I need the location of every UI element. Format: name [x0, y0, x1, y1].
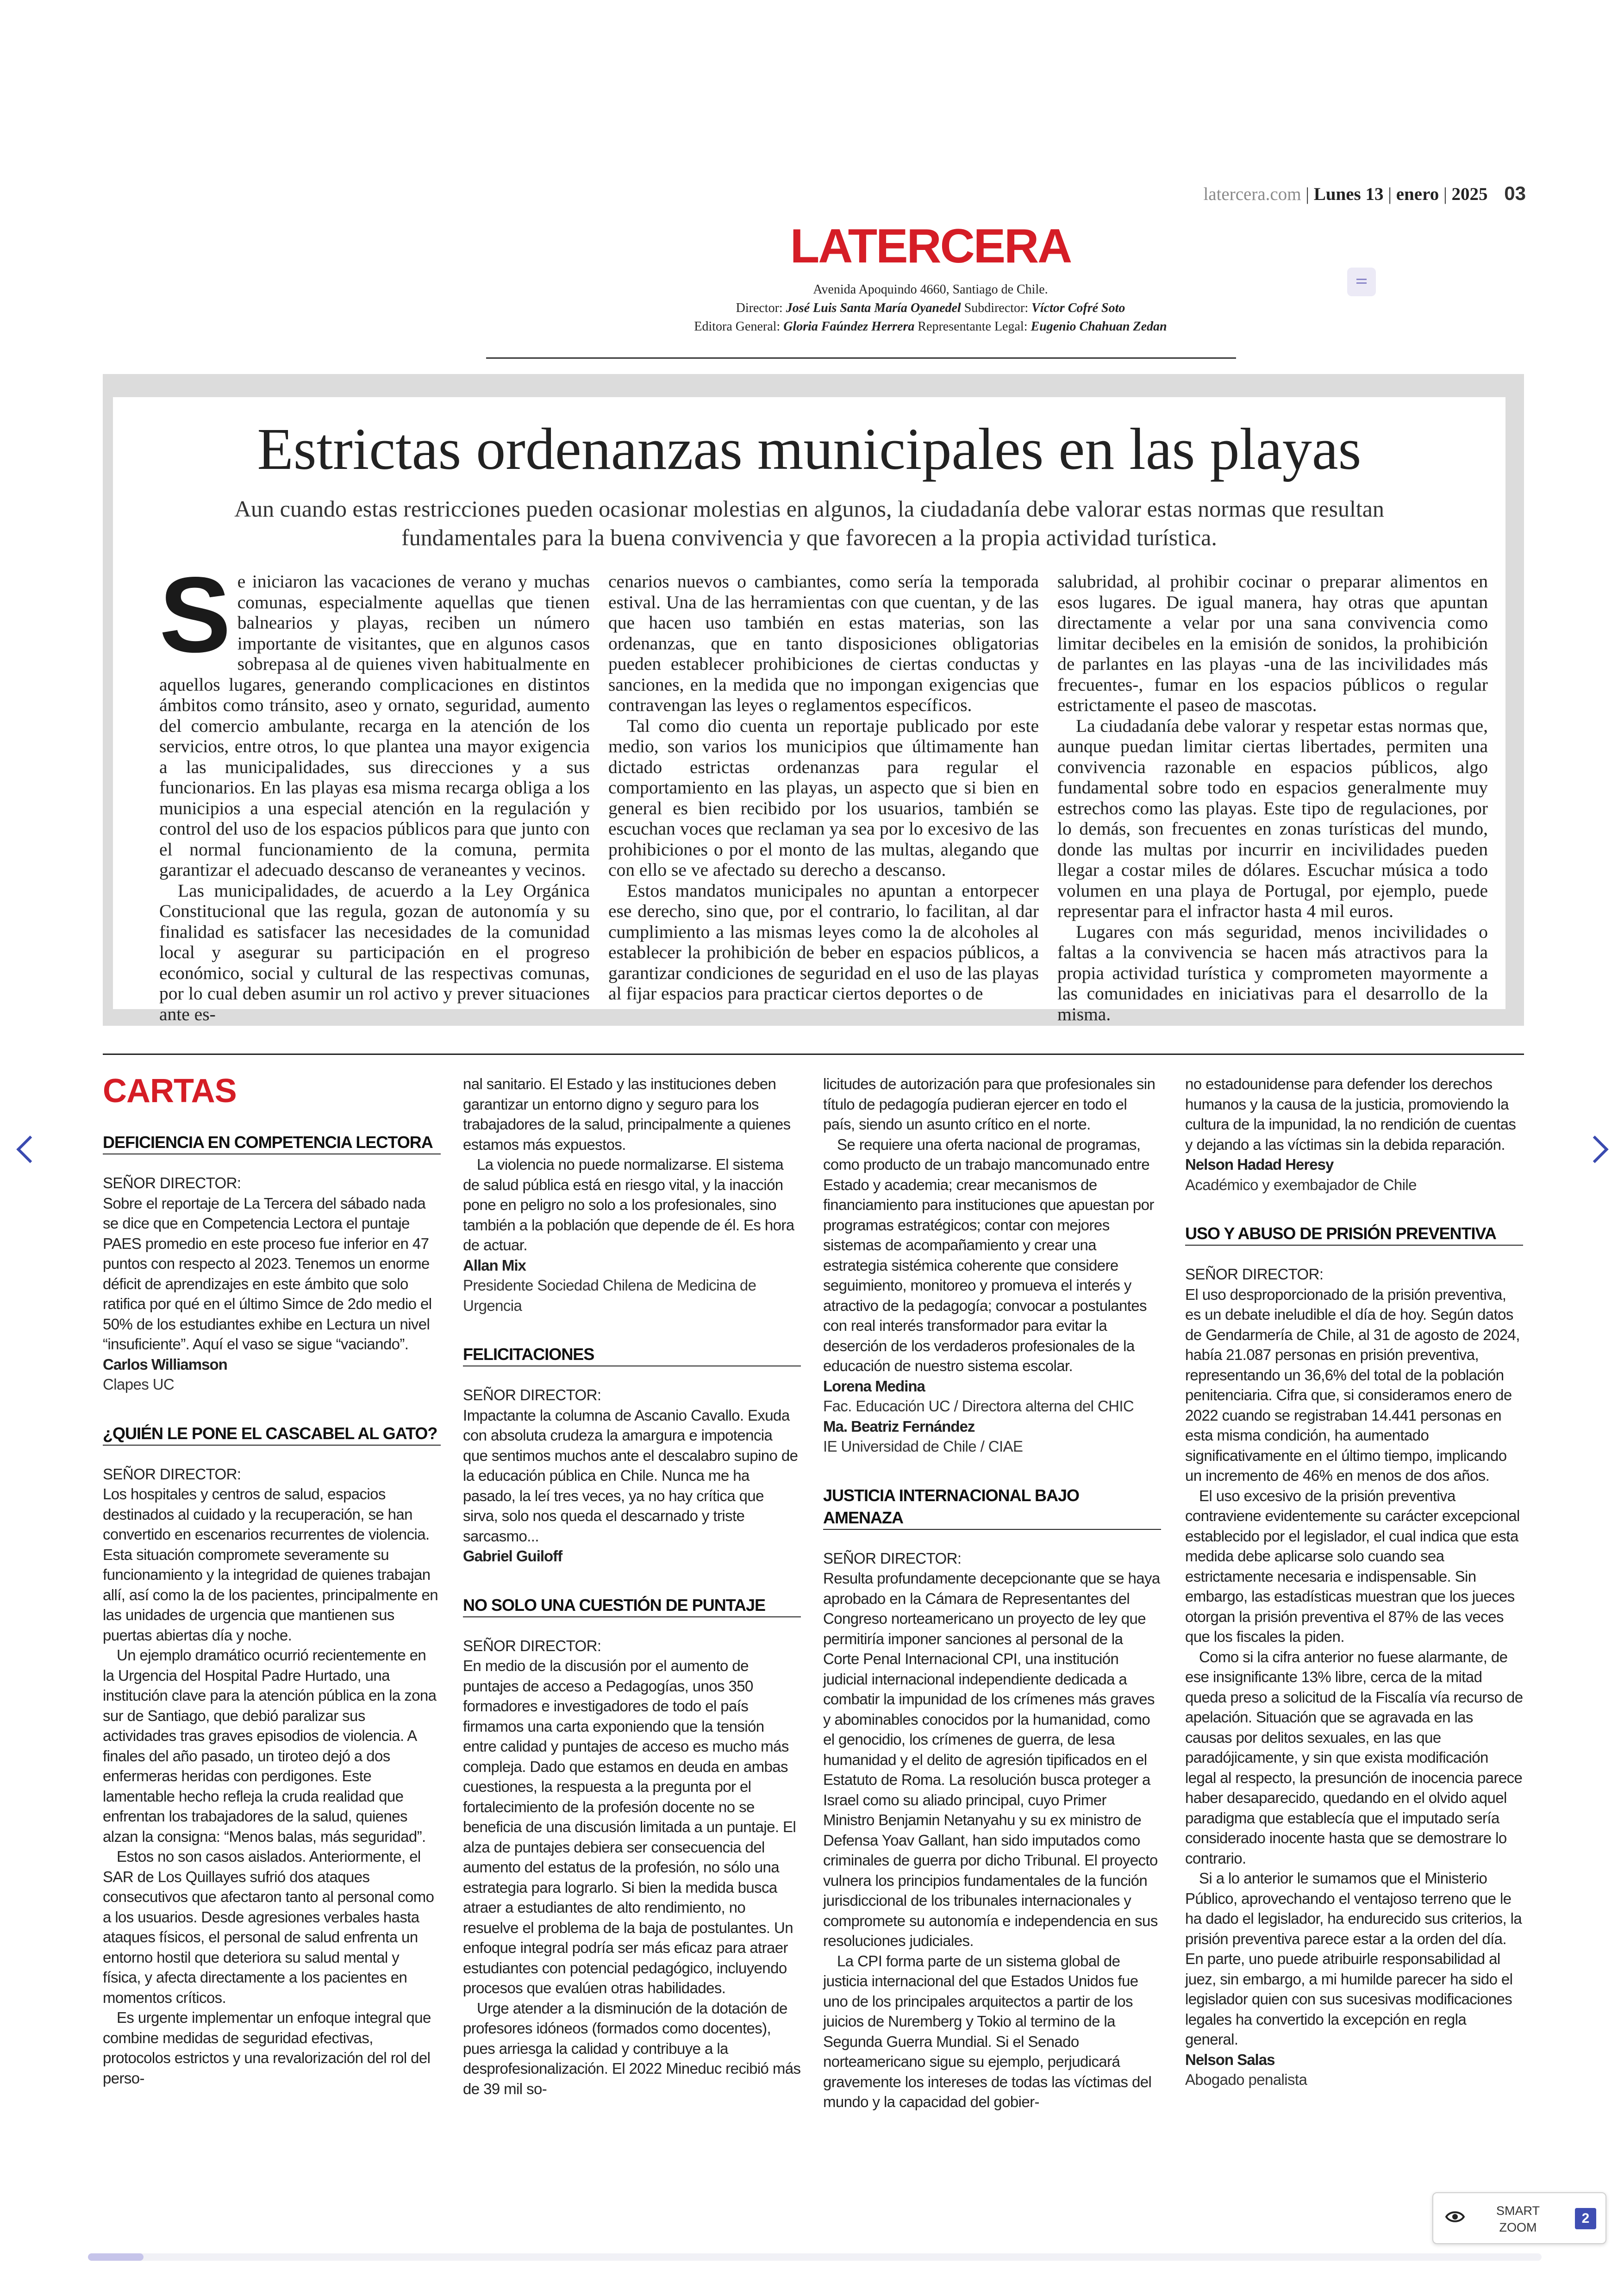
letter-paragraph: El uso excesivo de la prisión preventiva contraviene evidentemente su carácter excepcional establecido por el legislador, el cual indica que esta medida debe aplicarse solo cuando sea estrictamente necesaria e indispensable. Sin embargo, las estadísticas muestran que los jueces otorgan la prisión preventiva el 87% de las veces que los fiscales la piden. — [1185, 1487, 1520, 1645]
letter-paragraph: Como si la cifra anterior no fuese alarmante, de ese insignificante 13% libre, cerca de la mitad queda preso a solicitud de la Fiscalía vía recurso de apelación. Situación que se agravada en las causas por delitos sexuales, en las que paradójicamente, y sin que exista modificación legal al respecto, la presunción de inocencia parece haber desaparecido, quedando en el olvido aquel paradigma que establecía que el imputado sería considerado inocente hasta que se demostrare lo contrario. — [1185, 1648, 1523, 1867]
editorial-paragraph: La ciudadanía debe valorar y respetar estas normas que, aunque puedan limitar ciertas libertades, permiten una convivencia razonable en espacios públicos, algo fundamental sobre todo en espacios generalmente muy estrechos como las playas. Este tipo de regulaciones, por lo demás, son frecuentes en zonas turísticas del mundo, donde las multas por incurrir en incivilidades pueden llegar a costar miles de dólares. Escuchar música a todo volumen en una playa de Portugal, por ejemplo, puede representar para el infractor hasta 4 mil euros. — [1057, 715, 1488, 921]
previous-page-chevron-icon[interactable] — [16, 1135, 44, 1163]
editorial-column-3 — [1057, 571, 1488, 1024]
heading-rule — [1185, 1245, 1523, 1246]
letter-paragraph: Estos no son casos aislados. Anteriormente, el SAR de Los Quillayes sufrió dos ataques consecutivos que afectaron tanto al personal como a los usuarios. Desde agresiones verbales hasta ataques físicos, el personal de salud enfrenta un entorno hostil que deteriora su salud mental y física, y afecta directamente a los pacientes en momentos críticos. — [103, 1848, 434, 2006]
letter-paragraph: En medio de la discusión por el aumento de puntajes de acceso a Pedagogías, unos 350 formadores e investigadores de todo el país firmamos una carta exponiendo que la tensión entre calidad y puntajes de acceso es mucho más compleja. Dado que estamos en deuda en ambas cuestiones, la respuesta a la pregunta por el fortalecimiento de la profesión docente no se beneficia de una discusión limitada a un puntaje. El alza de puntajes debiera ser consecuencia del aumento del estatus de la profesión, no sólo una estrategia para lograrlo. Si bien la medida busca atraer a estudiantes de alto rendimiento, no resuelve el problema de la baja de postulantes. Un enfoque integral podría ser más eficaz para atraer estudiantes con potencial pedagógico, incluyendo procesos que evalúen otras habilidades. — [463, 1657, 796, 1996]
zoom-level-badge: 2 — [1575, 2208, 1596, 2229]
signature-affiliation: Abogado penalista — [1185, 2071, 1307, 2088]
letter-heading: DEFICIENCIA EN COMPETENCIA LECTORA — [103, 1133, 433, 1152]
editorial-column-1 — [159, 555, 590, 1024]
editorial-paragraph: Las municipalidades, de acuerdo a la Ley Orgánica Constitucional que las regula, gozan de autonomía y su finalidad es satisfacer las necesidades de la comunidad local y asegurar su participación en el progreso económico, social y cultural de las respectivas comunas, por lo cual deben asumir un rol activo y prever situaciones ante es- — [159, 880, 590, 1024]
editorial-column-2 — [608, 571, 1039, 1004]
letter-signature: Allan Mix — [463, 1256, 526, 1274]
letter-paragraph: Impactante la columna de Ascanio Cavallo. Exuda con absoluta crudeza la amargura e impotencia que sentimos muchos ante el descalabro supino de la educación pública en Chile. Nunca me ha pasado, la leí tres veces, ya no hay crítica que sirva, solo nos queda el descarnado y triste sarcasmo... — [463, 1406, 798, 1545]
heading-rule — [823, 1529, 1161, 1530]
heading-rule — [463, 1616, 801, 1617]
letter-paragraph: licitudes de autorización para que profesionales sin título de pedagogía pudieran ejercer en todo el país, siendo un asunto crítico en el norte. — [823, 1075, 1156, 1133]
salutation: SEÑOR DIRECTOR: — [1185, 1266, 1324, 1283]
editorial-paragraph: Tal como dio cuenta un reportaje publicado por este medio, son varios los municipios que últimamente han dictado estrictas ordenanzas para regular el comportamiento en las playas, un aspecto que si bien en general es bien recibido por los usuarios, también se escuchan voces que reclaman ya sea por lo excesivo de las prohibiciones o por el monto de las multas, alegando que con ello se ve afectado su derecho a descanso. — [608, 715, 1039, 880]
salutation: SEÑOR DIRECTOR: — [463, 1386, 601, 1403]
section-title-cartas: CARTAS — [103, 1073, 237, 1110]
editorial-paragraph: cenarios nuevos o cambiantes, como sería la temporada estival. Una de las herramientas con que cuentan, y de las que hacen uso también en estas materias, son las ordenanzas, que en tanto disposiciones obligatorias pueden establecer prohibiciones de ciertas conductas y sanciones, en la medida que no impongan exigencias que contravengan las leyes o reglamentos específicos. — [608, 571, 1039, 715]
heading-rule — [103, 1445, 441, 1446]
letter-paragraph: no estadounidense para defender los derechos humanos y la causa de la justicia, promoviendo la cultura de la impunidad, la no rendición de cuentas y dejando a las víctimas sin la debida reparación. — [1185, 1075, 1516, 1153]
letter-paragraph: Los hospitales y centros de salud, espacios destinados al cuidado y la recuperación, se han convertido en escenarios recurrentes de violencia. Esta situación compromete severamente su funcionamiento y la integridad de quienes trabajan allí, así como la de los pacientes, principalmente en las unidades de urgencia que mantienen sus puertas abiertas día y noche. — [103, 1485, 438, 1644]
editorial-lead: Aun cuando estas restricciones pueden ocasionar molestias en algunos, la ciudadanía debe valorar estas normas que resultan fundamentales para la buena convivencia y que favorecen a la propia actividad turística. — [234, 496, 1384, 550]
letter-paragraph: Es urgente implementar un enfoque integral que combine medidas de seguridad efectivas, protocolos estrictos y una revalorización del rol del perso- — [103, 2009, 431, 2087]
next-page-chevron-icon[interactable] — [1581, 1135, 1608, 1163]
eye-icon — [1445, 2209, 1465, 2225]
editora-name: Gloria Faúndez Herrera — [783, 319, 915, 334]
letter-paragraph: Resulta profundamente decepcionante que se haya aprobado en la Cámara de Representantes del Congreso norteamericano un proyecto de ley que permitiría imponer sanciones al personal de la Corte Penal Internacional CPI, una institución judicial internacional independiente dedicada a combatir la impunidad de los crímenes más graves y abominables conocidos por la humanidad, como el genocidio, los crímenes de guerra, de lesa humanidad y el delito de agresión tipificados en el Estatuto de Roma. La resolución busca proteger a Israel como su aliado principal, cuyo Primer Ministro Benjamin Netanyahu y su ex ministro de Defensa Yoav Gallant, han sido imputados como criminales de guerra por dicho Tribunal. El proyecto vulnera los principios fundamentales de la función jurisdiccional de los tribunales internacionales y compromete su autonomía e independencia en sus resoluciones judiciales. — [823, 1570, 1160, 1949]
date-month: enero — [1396, 184, 1439, 204]
letter-signature: Gabriel Guiloff — [463, 1547, 562, 1565]
letter-paragraph: La CPI forma parte de un sistema global de justicia internacional del que Estados Unidos fue uno de los principales arquitectos a partir de los juicios de Nuremberg y Tokio al termino de la Segunda Guerra Mundial. Si el Senado norteamericano sigue su ejemplo, perjudicará gravemente los intereses de todas las víctimas del mundo y la capacidad del gobier- — [823, 1952, 1152, 2110]
masthead — [690, 219, 1171, 336]
salutation: SEÑOR DIRECTOR: — [103, 1465, 241, 1483]
signature-affiliation: Académico y exembajador de Chile — [1185, 1176, 1417, 1193]
letter-paragraph: Se requiere una oferta nacional de programas, como producto de un trabajo mancomunado entre Estado y academia; crear mecanismos de financiamiento para instituciones que apuestan por programas estratégicos; contar con mejores sistemas de acompañamiento y crear una estrategia sistémica coherente que considere seguimiento, monitoreo y promueva el interés y atractivo de la pedagogía; convocar a postulantes con real interés transformador para evitar la deserción de los verdaderos profesionales de la educación de nuestro sistema escolar. — [823, 1135, 1154, 1374]
letter-paragraph: El uso desproporcionado de la prisión preventiva, es un debate ineludible el día de hoy. Según datos de Gendarmería de Chile, al 31 de agosto de 2024, había 21.087 personas en prisión preventiva, representando un 36,6% del total de la población penitenciaria. Cifra que, si consideramos enero de 2022 cuando se registraban 14.441 personas en esta misma condición, ha aumentado significativamente en el último tiempo, implicando un incremento de 46% en menos de dos años. — [1185, 1285, 1520, 1484]
rep-name: Eugenio Chahuan Zedan — [1031, 319, 1167, 334]
date-year: 2025 — [1451, 184, 1488, 204]
letter-paragraph: Sobre el reportaje de La Tercera del sábado nada se dice que en Competencia Lectora el puntaje PAES promedio en este proceso fue inferior en 47 puntos con respecto al 2023. Tenemos un enorme déficit de aprendizajes en este ámbito que solo ratifica por qué en el último Simce de 2do medio el 50% de los estudiantes exhibe en Lectura un nivel “insuficiente”. Aquí el vaso se sigue “vaciando”. — [103, 1194, 432, 1353]
drop-cap: S — [159, 555, 231, 675]
editorial-paragraph: Lugares con más seguridad, menos incivilidades o faltas a la convivencia se hacen más atractivos para la propia actividad turística y comprometen mayormente a las comunidades en iniciativas para el desarrollo de la misma. — [1057, 921, 1488, 1024]
signature-affiliation: Fac. Educación UC / Directora alterna del CHIC — [823, 1397, 1134, 1415]
page-number: 03 — [1504, 182, 1526, 204]
subdirector-name: Víctor Cofré Soto — [1031, 301, 1125, 315]
masthead-divider — [486, 357, 1236, 359]
letter-heading: FELICITACIONES — [463, 1345, 594, 1364]
horizontal-scrollbar[interactable] — [88, 2253, 1542, 2261]
masthead-directors: Director: José Luis Santa María Oyanedel Subdirector: Víctor Cofré Soto — [736, 301, 1125, 315]
letter-heading: JUSTICIA INTERNACIONAL BAJO AMENAZA — [823, 1485, 1080, 1527]
editorial-title: Estrictas ordenanzas municipales en las playas — [257, 416, 1362, 482]
site-name: latercera.com — [1203, 184, 1301, 204]
signature-affiliation: Clapes UC — [103, 1376, 175, 1393]
letter-signature: Nelson Salas — [1185, 2051, 1275, 2068]
masthead-editors: Editora General: Gloria Faúndez Herrera Representante Legal: Eugenio Chahuan Zedan — [694, 319, 1167, 334]
letters-column-4 — [1185, 1074, 1523, 2090]
letter-signature: Carlos Williamson — [103, 1355, 227, 1373]
editorial-paragraph: e iniciaron las vacaciones de verano y muchas comunas, especialmente aquellas que tienen balnearios y playas, reciben un número importante de visitantes, que en algunos casos sobrepasa al de quienes viven habitualmente en aquellos lugares, generando complicaciones en distintos ámbitos como tránsito, aseo y ornato, seguridad, aumento del comercio ambulante, recarga en la atención de los servicios, entre otros, lo que plantea una mayor exigencia a las municipalidades, sus direcciones y a sus funcionarios. En las playas esa misma recarga obliga a los municipios a una especial atención en la regulación y control del uso de los espacios públicos para que junto con el normal funcionamiento de la comuna, permita garantizar el adecuado descanso de veraneantes y vecinos. — [159, 571, 590, 880]
letter-paragraph: Un ejemplo dramático ocurrió recientemente en la Urgencia del Hospital Padre Hurtado, una institución clave para la atención pública en la zona sur de Santiago, que debió paralizar sus actividades tras graves episodios de violencia. A finales del año pasado, un tiroteo dejó a dos enfermeras heridas con perdigones. Este lamentable hecho refleja la cruda realidad que enfrentan los trabajadores de la salud, quienes alzan la consigna: “Menos balas, más seguridad”. — [103, 1646, 437, 1845]
editorial-frame — [103, 374, 1524, 1026]
editorial-paragraph: salubridad, al prohibir cocinar o preparar alimentos en esos lugares. De igual manera, hay otras que apuntan directamente a velar por una sana convivencia como limitar decibeles en la emisión de sonidos, la prohibición de parlantes en las playas -una de las incivilidades más frecuentes-, fumar en los espacios públicos o regular estrictamente el paseo de mascotas. — [1057, 571, 1488, 715]
letter-paragraph: Si a lo anterior le sumamos que el Ministerio Público, aprovechando el ventajoso terreno que le ha dado el legislador, ha endurecido sus criterios, la prisión preventiva parece estar a la orden del día. En parte, uno puede atribuirle responsabilidad al juez, sin embargo, a mi humilde parecer ha sido el legislador quien con sus sucesivas modificaciones legales ha convertido la excepción en regla general. — [1185, 1870, 1522, 2048]
note-icon[interactable] — [1347, 268, 1376, 296]
scrollbar-thumb[interactable] — [88, 2253, 144, 2261]
letters-column-3 — [823, 1074, 1161, 2112]
letter-heading: ¿QUIÉN LE PONE EL CASCABEL AL GATO? — [103, 1423, 437, 1443]
salutation: SEÑOR DIRECTOR: — [103, 1174, 241, 1191]
letter-signature: Ma. Beatriz Fernández — [823, 1417, 975, 1435]
page-folio: latercera.com | Lunes 13 | enero | 2025 03 — [1203, 182, 1526, 204]
salutation: SEÑOR DIRECTOR: — [823, 1549, 962, 1567]
letter-paragraph: La violencia no puede normalizarse. El sistema de salud pública está en riesgo vital, y la inacción pone en peligro no solo a los profesionales, sino también a la población que depende de él. Es hora de actuar. — [463, 1156, 794, 1254]
letter-heading: USO Y ABUSO DE PRISIÓN PREVENTIVA — [1185, 1224, 1496, 1243]
newspaper-logo: LATERCERA — [790, 219, 1071, 273]
salutation: SEÑOR DIRECTOR: — [463, 1637, 601, 1654]
letter-heading: NO SOLO UNA CUESTIÓN DE PUNTAJE — [463, 1595, 766, 1615]
signature-affiliation: IE Universidad de Chile / CIAE — [823, 1438, 1023, 1455]
letters-column-2 — [463, 1074, 801, 2099]
smart-zoom-label: SMART ZOOM — [1496, 2204, 1540, 2234]
director-name: José Luis Santa María Oyanedel — [786, 301, 961, 315]
letters-column-1 — [103, 1131, 441, 2088]
section-divider — [103, 1054, 1524, 1055]
letter-paragraph: Urge atender a la disminución de la dotación de profesores idóneos (formados como docentes), pues arriesga la calidad y contribuye a la desprofesionalización. El 2022 Mineduc recibió más de 39 mil so- — [463, 1999, 801, 2097]
editorial-paragraph: Estos mandatos municipales no apuntan a entorpecer ese derecho, sino que, por el contrario, lo facilitan, al dar cumplimiento a las mismas leyes como la de alcoholes al establecer la prohibición de beber en espacios públicos, a garantizar condiciones de seguridad en el uso de las playas al fijar espacios para practicar ciertos deportes o de — [608, 880, 1039, 1004]
smart-zoom-button[interactable] — [1432, 2192, 1606, 2244]
letter-signature: Nelson Hadad Heresy — [1185, 1156, 1334, 1173]
signature-affiliation: Presidente Sociedad Chilena de Medicina de Urgencia — [463, 1277, 756, 1314]
date-day: Lunes 13 — [1313, 184, 1384, 204]
letter-paragraph: nal sanitario. El Estado y las instituciones deben garantizar un entorno digno y seguro para los trabajadores de la salud, principalmente a quienes estamos más expuestos. — [463, 1075, 791, 1153]
editorial-box — [113, 397, 1505, 1024]
letter-signature: Lorena Medina — [823, 1377, 925, 1395]
masthead-address: Avenida Apoquindo 4660, Santiago de Chile. — [813, 282, 1048, 297]
